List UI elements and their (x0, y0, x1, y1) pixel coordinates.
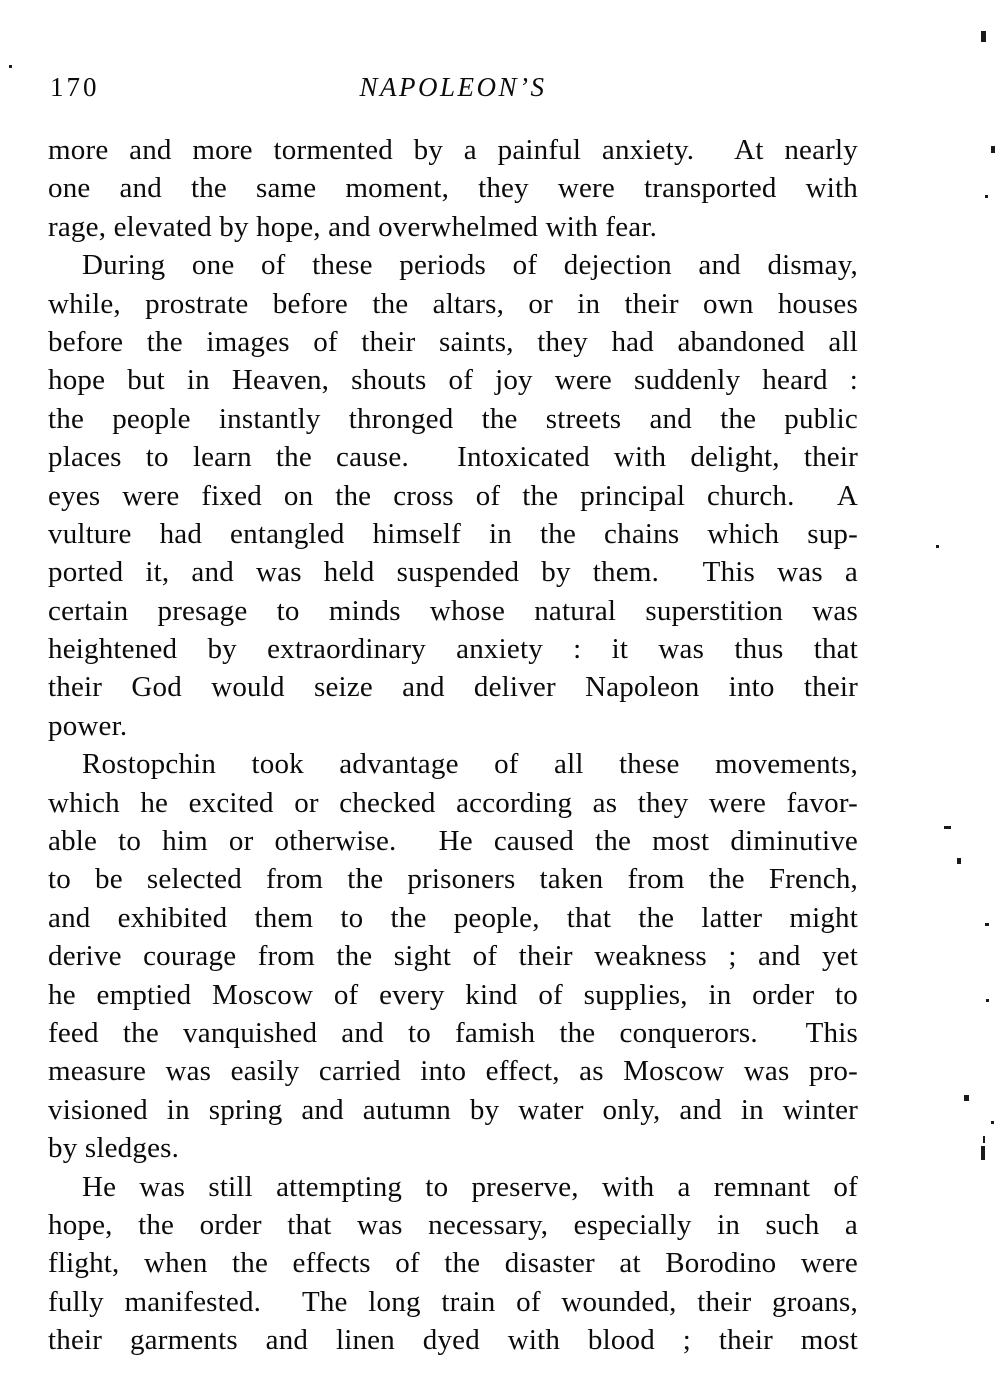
text-line: able to him or otherwise. He caused the most diminutive (48, 825, 858, 858)
text-line: ported it, and was held suspended by them. This was a (48, 556, 858, 589)
scan-artifact (9, 65, 12, 68)
text-line: before the images of their saints, they had abandoned all (48, 325, 858, 358)
scan-artifact (986, 999, 989, 1002)
text-line: He was still attempting to preserve, with a remnant of (82, 1170, 858, 1203)
text-line: feed the vanquished and to famish the conquerors. This (48, 1016, 858, 1049)
text-line: and exhibited them to the people, that the latter might (48, 901, 858, 934)
page-header (48, 70, 858, 104)
text-line: their garments and linen dyed with blood ; their most (48, 1324, 858, 1357)
text-line: by sledges. (48, 1132, 180, 1165)
scan-artifact (985, 195, 988, 198)
text-line: derive courage from the sight of their weakness ; and yet (48, 940, 858, 973)
text-line: hope, the order that was necessary, especially in such a (48, 1208, 858, 1241)
running-header: NAPOLEON’S (359, 72, 547, 102)
text-line: heightened by extraordinary anxiety : it was thus that (48, 633, 858, 666)
text-line: more and more tormented by a painful anxiety. At nearly (48, 134, 858, 166)
text-line: he emptied Moscow of every kind of supplies, in order to (48, 978, 858, 1011)
text-line: vulture had entangled himself in the chains which sup- (48, 517, 858, 550)
scan-artifact (991, 1121, 994, 1124)
text-line: places to learn the cause. Intoxicated with delight, their (48, 441, 858, 474)
text-line: one and the same moment, they were transported with (48, 172, 858, 205)
text-line: while, prostrate before the altars, or in their own houses (48, 287, 858, 320)
text-line: fully manifested. The long train of wounded, their groans, (48, 1285, 858, 1318)
scan-artifact (936, 545, 939, 548)
text-line: measure was easily carried into effect, as Moscow was pro- (48, 1055, 858, 1088)
text-line: Rostopchin took advantage of all these movements, (82, 748, 858, 781)
text-line: rage, elevated by hope, and overwhelmed with fear. (48, 210, 658, 243)
text-line: hope but in Heaven, shouts of joy were suddenly heard : (48, 364, 858, 397)
scan-artifact (981, 31, 986, 42)
text-line: flight, when the effects of the disaster at Borodino were (48, 1247, 858, 1280)
scan-artifact (944, 826, 951, 829)
text-line: visioned in spring and autumn by water only, and in winter (48, 1093, 858, 1126)
scan-artifact (991, 146, 995, 153)
text-line: eyes were fixed on the cross of the principal church. A (48, 479, 858, 512)
text-line: which he excited or checked according as they were favor- (48, 786, 858, 819)
scan-artifact (985, 923, 989, 926)
text-line: power. (48, 709, 128, 742)
text-line: the people instantly thronged the streets and the public (48, 402, 858, 435)
scan-artifact (957, 858, 961, 864)
text-line: to be selected from the prisoners taken from the French, (48, 863, 858, 896)
scan-artifact (981, 1146, 985, 1160)
body-text (48, 131, 858, 1360)
text-line: During one of these periods of dejection and dismay, (82, 249, 858, 282)
scan-artifact (983, 1136, 985, 1143)
page-number: 170 (50, 72, 100, 102)
text-line: certain presage to minds whose natural superstition was (48, 594, 858, 627)
text-line: their God would seize and deliver Napoleon into their (48, 671, 858, 704)
scan-artifact (964, 1095, 969, 1101)
